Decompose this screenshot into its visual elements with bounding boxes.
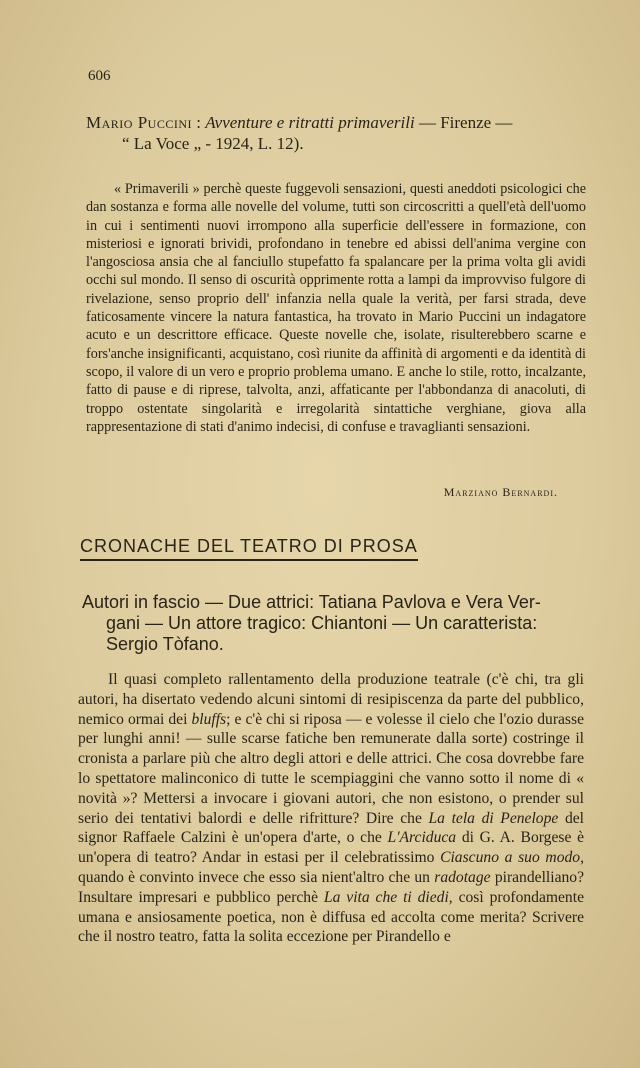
article-play-title: Ciascuno a suo modo, [440,849,584,867]
review-colon: : [191,113,206,132]
article-text: così profondamente umana e ansiosamente poetica, non è diffusa ed accolta come merita? Scrivere che il nostro teatro, fatta la solita eccezione per Pirandello e [78,888,584,946]
article-text: pirandelliano? Insultare impresari e pubblico perchè [78,868,585,906]
article-italic-term: radotage [434,868,491,886]
review-body [86,180,586,436]
article-play-title: La tela di Penelope [428,809,559,827]
page-number: 606 [88,68,111,84]
review-signature: Marziano Bernardi. [443,485,558,499]
section-heading: CRONACHE DEL TEATRO DI PROSA [80,536,418,561]
review-header [86,112,591,154]
article-play-title: L'Arciduca [387,829,457,847]
article-title [82,592,587,655]
article-title-line-2: gani — Un attore tragico: Chiantoni — Un caratterista: [106,613,538,633]
article-title-line-1: Autori in fascio — Due attrici: Tatiana Pavlova e Vera Ver- [82,592,541,612]
article-italic-term: bluffs [191,710,227,728]
review-author: Mario Puccini [86,113,192,132]
review-publisher-line-2: “ La Voce „ - 1924, L. 12). [122,134,304,153]
review-paragraph: « Primaverili » perchè queste fuggevoli sensazioni, questi aneddoti psicologici che dan sostanza e forma alle novelle del volume, tutti son circoscritti a quell'età dell'uomo in cui i sentimenti nuovi irrompono alla superficie dell'essere in formazione, con misteriosi e ignorati brividi, profondano in tenebre ed abissi dell'anima vergine con l'angosciosa ansia che al fanciullo stupefatto fa spalancare per la prima volta gli avidi occhi sul mondo. Il senso di oscurità opprimente rotta a lampi da improvviso fulgore di rivelazione, senso proprio dell' infanzia nella quale la verità, per farsi strada, deve faticosamente vincere la natura fantastica, ha trovato in Mario Puccini un indagatore acuto e un descrittore efficace. Queste novelle che, isolate, risulterebbero scarne e fors'anche insignificanti, acquistano, così riunite da affinità di argomenti e da identità di scopo, il valore di un vero e proprio problema umano. E anche lo stile, rotto, incalzante, fatto di pause e di riprese, talvolta, anzi, affaticante per l'abbondanza di anacoluti, di troppo ostentate singolarità e irregolarità sintattiche verghiane, giova alla rappresentazione di stati d'animo indecisi, di confuse e travaglianti sensazioni. [86,181,586,435]
article-text: ; e c'è chi si riposa — e volesse il cielo che l'ozio durasse per lunghi anni! — sulle scarse fatiche ben remunerate dalla sorte) costringe il cronista a parlare più che altro degli attori e delle attrici. Che cosa dovrebbe fare lo spettatore malinconico di tutte le scempiaggini che vanno sotto il nome di « novità »? Mettersi a invocare i giovani autori, che non esistono, o prender sul serio dei tentativi balordi e delle rifritture? Dire che [78,710,584,827]
article-text: del signor Raffaele Calzini è un'opera d'arte, o che [78,809,584,847]
article-title-line-3: Sergio Tòfano. [106,634,224,654]
review-book-title: Avventure e ritratti primaverili [205,113,415,132]
article-text: quando è convinto invece che esso sia nient'altro che un [78,868,435,886]
review-header-line-1 [86,112,591,133]
review-publisher-line-1: — Firenze — [414,113,513,132]
article-paragraph [78,670,584,947]
article-play-title: La vita che ti diedi, [323,888,453,906]
article-text: di G. A. Borgese è un'opera di teatro? Andar in estasi per il celebratissimo [78,829,584,867]
article-body [78,670,584,947]
article-text: Il quasi completo rallentamento della produzione teatrale (c'è chi, tra gli autori, ha disertato vedendo alcuni sintomi di resipiscenza da parte del pubblico, nemico ormai dei [78,671,584,728]
